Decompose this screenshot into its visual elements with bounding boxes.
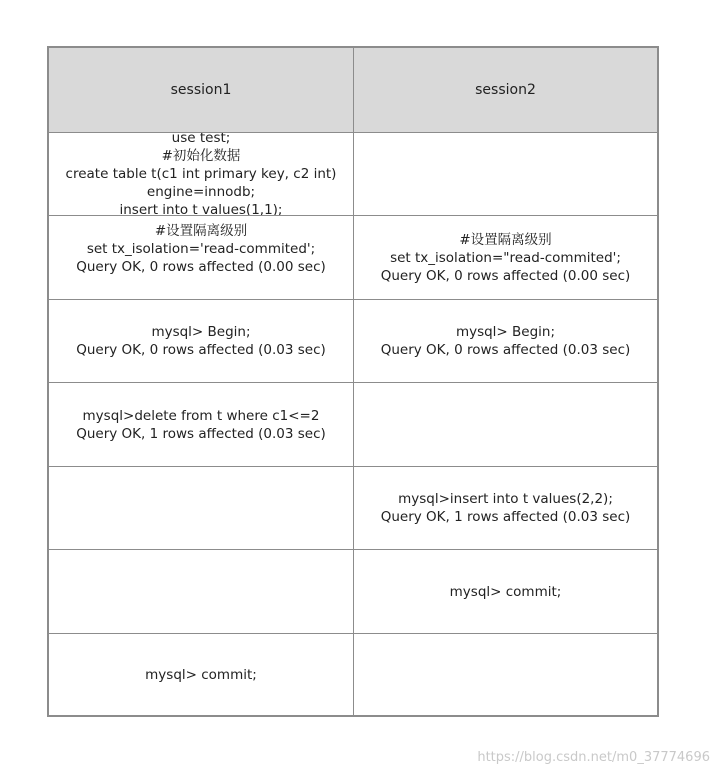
row1-session1-line: use test; bbox=[171, 133, 231, 146]
row1-session1-line: #初始化数据 bbox=[161, 148, 241, 164]
row2-session1-line: #设置隔离级别 bbox=[154, 223, 248, 239]
row2-session2 bbox=[354, 216, 657, 300]
row3-session1-line: Query OK, 0 rows affected (0.03 sec) bbox=[76, 342, 326, 358]
row5-session2-line: mysql>insert into t values(2,2); bbox=[398, 491, 613, 507]
row2-session2-line: set tx_isolation="read-commited'; bbox=[390, 249, 621, 266]
row3-session1-line: mysql> Begin; bbox=[151, 324, 251, 340]
row4-session1-line: Query OK, 1 rows affected (0.03 sec) bbox=[76, 425, 326, 442]
row2-session1-line: set tx_isolation='read-commited'; bbox=[86, 241, 316, 257]
row1-session1 bbox=[49, 133, 354, 216]
row1-session2 bbox=[354, 133, 657, 216]
row1-session1-line: engine=innodb; bbox=[146, 184, 256, 200]
row3-session1 bbox=[49, 300, 354, 383]
header-session2-label: session2 bbox=[475, 82, 536, 98]
row7-session1-line: mysql> commit; bbox=[145, 666, 257, 683]
row1-session1-line: create table t(c1 int primary key, c2 int) bbox=[65, 166, 337, 182]
row3-session2-line: Query OK, 0 rows affected (0.03 sec) bbox=[380, 342, 631, 358]
row4-session2 bbox=[354, 383, 657, 467]
row6-session2-line: mysql> commit; bbox=[449, 583, 562, 600]
row4-session1 bbox=[49, 383, 354, 467]
row5-session1 bbox=[49, 467, 354, 550]
header-session1-label: session1 bbox=[170, 82, 232, 98]
row3-session2-line: mysql> Begin; bbox=[455, 324, 556, 340]
row5-session2-line: Query OK, 1 rows affected (0.03 sec) bbox=[380, 509, 631, 525]
row2-session1-line: Query OK, 0 rows affected (0.00 sec) bbox=[76, 259, 326, 275]
row2-session1 bbox=[49, 216, 354, 300]
watermark-text: https://blog.csdn.net/m0_37774696 bbox=[477, 750, 710, 765]
row6-session2 bbox=[354, 550, 657, 634]
row6-session1 bbox=[49, 550, 354, 634]
row2-session2-line: Query OK, 0 rows affected (0.00 sec) bbox=[380, 267, 631, 284]
session-table bbox=[47, 46, 659, 717]
row4-session1-line: mysql>delete from t where c1<=2 bbox=[82, 407, 320, 424]
row7-session1 bbox=[49, 634, 354, 715]
row5-session2 bbox=[354, 467, 657, 550]
row1-session1-line: insert into t values(1,1); bbox=[119, 202, 283, 216]
row2-session2-line: #设置隔离级别 bbox=[459, 231, 552, 248]
row7-session2 bbox=[354, 634, 657, 715]
header-session2 bbox=[354, 48, 657, 133]
header-session1 bbox=[49, 48, 354, 133]
row3-session2 bbox=[354, 300, 657, 383]
